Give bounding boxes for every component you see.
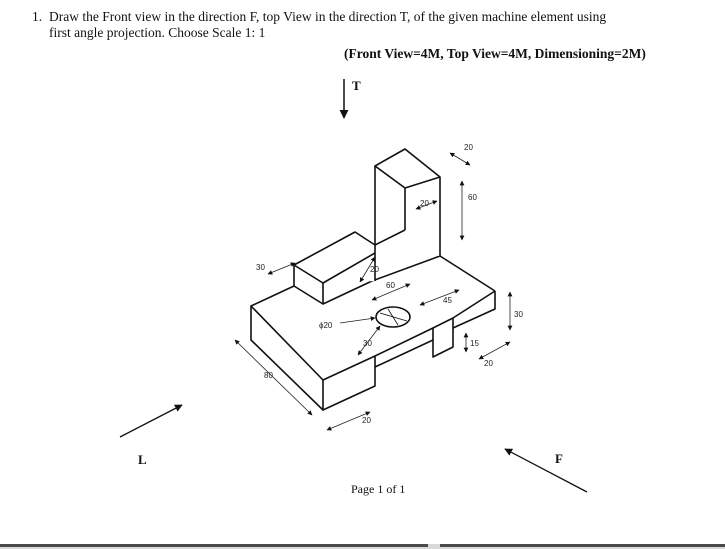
dim-top-block-height: 60	[468, 193, 477, 202]
top-direction-label: T	[352, 78, 361, 93]
bottom-scrollbar-segment-left	[0, 544, 428, 547]
left-direction-arrow	[120, 405, 182, 467]
question-line-1: Draw the Front view in the direction F, top View in the direction T, of the given machine element using	[49, 9, 607, 24]
front-direction-label: F	[555, 451, 563, 466]
top-direction-arrow	[344, 78, 361, 118]
question-line-2: first angle projection. Choose Scale 1: 1	[49, 25, 266, 40]
dim-base-width: 30	[256, 263, 265, 272]
dim-slot-length: 60	[386, 281, 395, 290]
dim-step-height: 15	[470, 339, 479, 348]
dim-upright-thickness: 20	[370, 265, 379, 274]
dim-step-width: 20	[484, 359, 493, 368]
dim-hole-offset: 30	[363, 339, 372, 348]
front-direction-arrow	[505, 449, 587, 492]
page-number: Page 1 of 1	[351, 482, 406, 496]
dim-base-height: 30	[514, 310, 523, 319]
dim-hole-angle: 45	[443, 296, 452, 305]
bottom-scrollbar-segment-right	[440, 544, 725, 547]
question-number: 1.	[32, 9, 43, 24]
dim-base-length: 80	[264, 371, 273, 380]
machine-element	[251, 149, 495, 410]
dim-top-block-depth: 20	[420, 199, 429, 208]
dim-bottom-width: 20	[362, 416, 371, 425]
left-direction-label: L	[138, 452, 147, 467]
dim-top-block-width: 20	[464, 143, 473, 152]
bottom-scrollbar[interactable]	[0, 544, 725, 549]
dim-hole-diameter: ϕ20	[319, 321, 333, 330]
marks-breakdown: (Front View=4M, Top View=4M, Dimensioning=2M)	[344, 46, 646, 61]
